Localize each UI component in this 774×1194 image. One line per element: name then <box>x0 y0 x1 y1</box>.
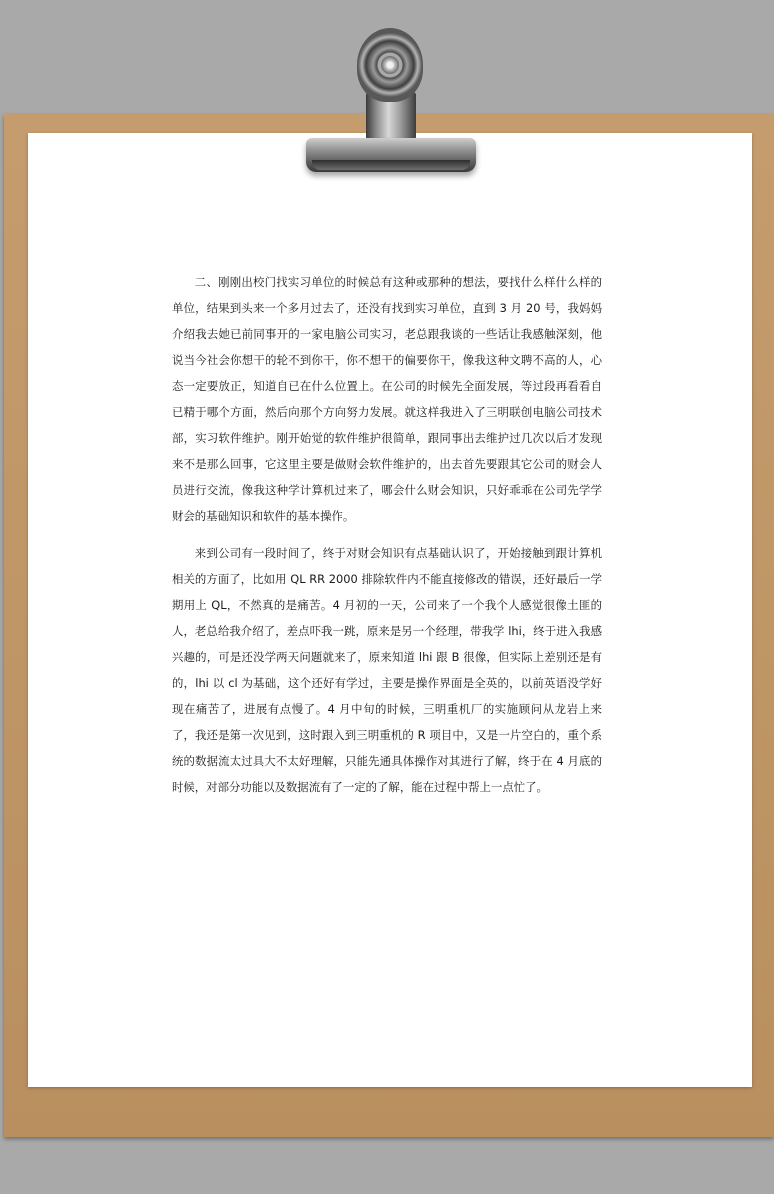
document-body <box>172 269 602 811</box>
paragraph-1: 二、刚刚出校门找实习单位的时候总有这种或那种的想法，要找什么样什么样的单位，结果到头来一个多月过去了，还没有找到实习单位，直到 3 月 20 号，我妈妈介绍我去她已前同事开的一家电脑公司实习，老总跟我谈的一些话让我感触深刻，他说当今社会你想干的轮不到你干，你不想干的偏要你干，像我这种文聘不高的人，心态一定要放正，知道自已在什么位置上。在公司的时候先全面发展，等过段再看看自已精于哪个方面，然后向那个方向努力发展。就这样我进入了三明联创电脑公司技术部，实习软件维护。刚开始觉的软件维护很简单，跟同事出去维护过几次以后才发现来不是那么回事，它这里主要是做财会软件维护的，出去首先要跟其它公司的财会人员进行交流，像我这种学计算机过来了，哪会什么财会知识，只好乖乖在公司先学学财会的基础知识和软件的基本操作。 <box>172 275 602 523</box>
paragraph-2: 来到公司有一段时间了，终于对财会知识有点基础认识了，开始接触到跟计算机相关的方面了，比如用 QL RR 2000 排除软件内不能直接修改的错误，还好最后一学期用上 QL，不然真的是痛苦。4 月初的一天，公司来了一个我个人感觉很像土匪的人，老总给我介绍了，差点吓我一跳，原来是另一个经理，带我学 lhi，终于进入我感兴趣的，可是还没学两天问题就来了，原来知道 lhi 跟 B 很像，但实际上差别还是有的，lhi 以 cl 为基础，这个还好有学过，主要是操作界面是全英的，以前英语没学好现在痛苦了，进展有点慢了。4 月中旬的时候，三明重机厂的实施顾问从龙岩上来了，我还是第一次见到，这时跟入到三明重机的 R 项目中，又是一片空白的，重个系统的数据流太过具大不太好理解，只能先通具体操作对其进行了解，终于在 4 月底的时候，对部分功能以及数据流有了一定的了解，能在过程中帮上一点忙了。 <box>172 546 602 794</box>
binder-clip-rivet <box>381 56 399 74</box>
binder-clip-edge <box>312 160 470 170</box>
